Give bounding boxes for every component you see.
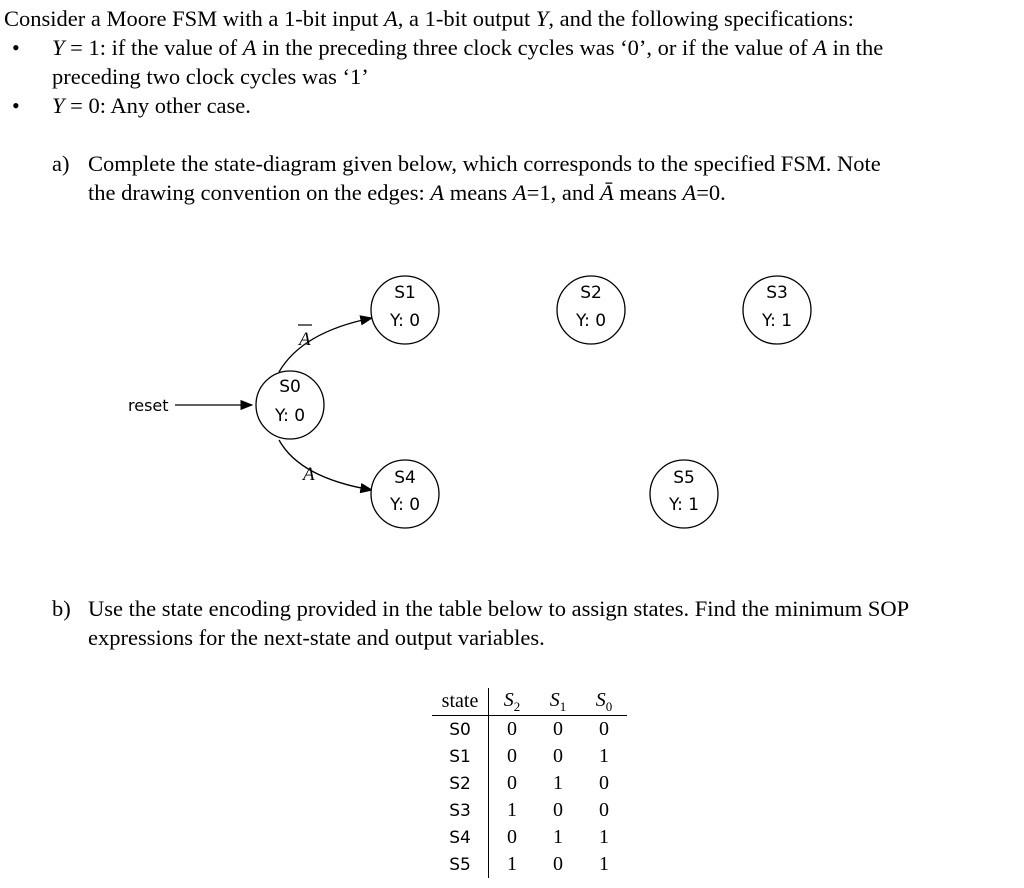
- state-s2: [557, 276, 625, 344]
- header-s2: $S_2$: [489, 688, 535, 716]
- edge-label-a: A: [303, 464, 315, 485]
- bit-cell: 0: [553, 799, 563, 821]
- bullet-1-text-c: in the: [826, 35, 884, 60]
- svg-text:Y: 0: Y: 0: [389, 311, 421, 331]
- intro-lead: Consider a Moore FSM with a 1-bit input: [4, 6, 384, 31]
- var-a: A: [383, 6, 398, 31]
- bit-cell: 0: [553, 718, 563, 740]
- bit-cell: 0: [553, 745, 563, 767]
- table-header-row: [432, 688, 627, 716]
- part-b-line2: expressions for the next-state and output variables.: [88, 625, 545, 650]
- part-a-text-e: =0.: [696, 180, 726, 205]
- state-s3: [743, 276, 811, 344]
- state-name-cell: S4: [432, 824, 489, 851]
- svg-text:S5: S5: [673, 468, 695, 488]
- var-a: A: [512, 180, 527, 205]
- edge-s0-s4: [279, 440, 372, 490]
- bit-cell: 1: [507, 853, 517, 875]
- state-name-cell: S5: [432, 851, 489, 878]
- bit-cell: 0: [599, 718, 609, 740]
- intro-mid1: , a 1-bit output: [397, 6, 536, 31]
- table-row: [432, 797, 627, 824]
- bit-cell: 0: [553, 853, 563, 875]
- table-row: [432, 770, 627, 797]
- bit-cell: 1: [553, 772, 563, 794]
- bullet-1-text-b: in the preceding three clock cycles was ‘0’, or if the value of: [256, 35, 814, 60]
- part-a-text-b: means: [444, 180, 513, 205]
- var-a-bar: Ā: [599, 180, 614, 205]
- state-name-cell: S0: [432, 716, 489, 743]
- bit-cell: 0: [507, 718, 517, 740]
- table-row: [432, 824, 627, 851]
- header-s0: $S_0$: [581, 688, 627, 716]
- reset-label: reset: [128, 396, 169, 415]
- bit-cell: 1: [599, 853, 609, 875]
- var-y: Y: [52, 35, 65, 60]
- svg-text:Y: 0: Y: 0: [274, 406, 306, 426]
- intro-mid2: , and the following specifications:: [548, 6, 854, 31]
- part-b-label: b): [52, 596, 71, 621]
- part-a-text-a: the drawing convention on the edges:: [88, 180, 431, 205]
- part-a-label: a): [52, 151, 70, 176]
- var-a: A: [813, 35, 827, 60]
- bit-cell: 1: [553, 826, 563, 848]
- bit-cell: 1: [507, 799, 517, 821]
- svg-text:A: A: [299, 329, 311, 350]
- state-s5: [650, 460, 718, 528]
- bit-cell: 0: [507, 745, 517, 767]
- bullet-dot-1: •: [12, 35, 20, 60]
- svg-text:Y: 1: Y: 1: [761, 311, 793, 331]
- var-a: A: [682, 180, 697, 205]
- state-s4: [371, 460, 439, 528]
- edge-s0-s1: [279, 318, 372, 372]
- part-a-line1: Complete the state-diagram given below, which corresponds to the specified FSM. Note: [88, 151, 881, 176]
- svg-text:S3: S3: [766, 283, 788, 303]
- table-row: [432, 851, 627, 878]
- bit-cell: 1: [599, 745, 609, 767]
- header-state: state: [432, 688, 489, 716]
- svg-text:Y: 0: Y: 0: [389, 495, 421, 515]
- header-s1: $S_1$: [535, 688, 581, 716]
- part-a-text-c: =1, and: [526, 180, 600, 205]
- svg-text:S0: S0: [279, 377, 301, 397]
- bit-cell: 0: [599, 772, 609, 794]
- part-b-line1: Use the state encoding provided in the table below to assign states. Find the minimum SOP: [88, 596, 910, 621]
- svg-text:S4: S4: [394, 468, 416, 488]
- table-row: [432, 743, 627, 770]
- bit-cell: 0: [599, 799, 609, 821]
- bullet-1-line2: preceding two clock cycles was ‘1’: [52, 64, 369, 89]
- state-name-cell: S2: [432, 770, 489, 797]
- table-body: [432, 716, 627, 878]
- bullet-2-text: = 0: Any other case.: [64, 93, 251, 118]
- svg-text:Y: 0: Y: 0: [575, 311, 607, 331]
- state-name-cell: S1: [432, 743, 489, 770]
- bit-cell: 1: [599, 826, 609, 848]
- bit-cell: 0: [507, 772, 517, 794]
- var-y: Y: [52, 93, 65, 118]
- state-s0: [256, 371, 324, 439]
- bullet-dot-2: •: [12, 93, 20, 118]
- svg-text:S2: S2: [580, 283, 602, 303]
- state-s1: [371, 276, 439, 344]
- var-a: A: [242, 35, 257, 60]
- bit-cell: 0: [507, 826, 517, 848]
- var-a: A: [430, 180, 445, 205]
- state-name-cell: S3: [432, 797, 489, 824]
- encoding-table: [432, 688, 627, 878]
- svg-text:S1: S1: [394, 283, 416, 303]
- bullet-1-text-a: = 1: if the value of: [64, 35, 243, 60]
- svg-text:Y: 1: Y: 1: [668, 495, 700, 515]
- part-a-text-d: means: [613, 180, 683, 205]
- edge-label-abar: [297, 325, 312, 350]
- var-y: Y: [535, 6, 549, 31]
- table-row: [432, 716, 627, 743]
